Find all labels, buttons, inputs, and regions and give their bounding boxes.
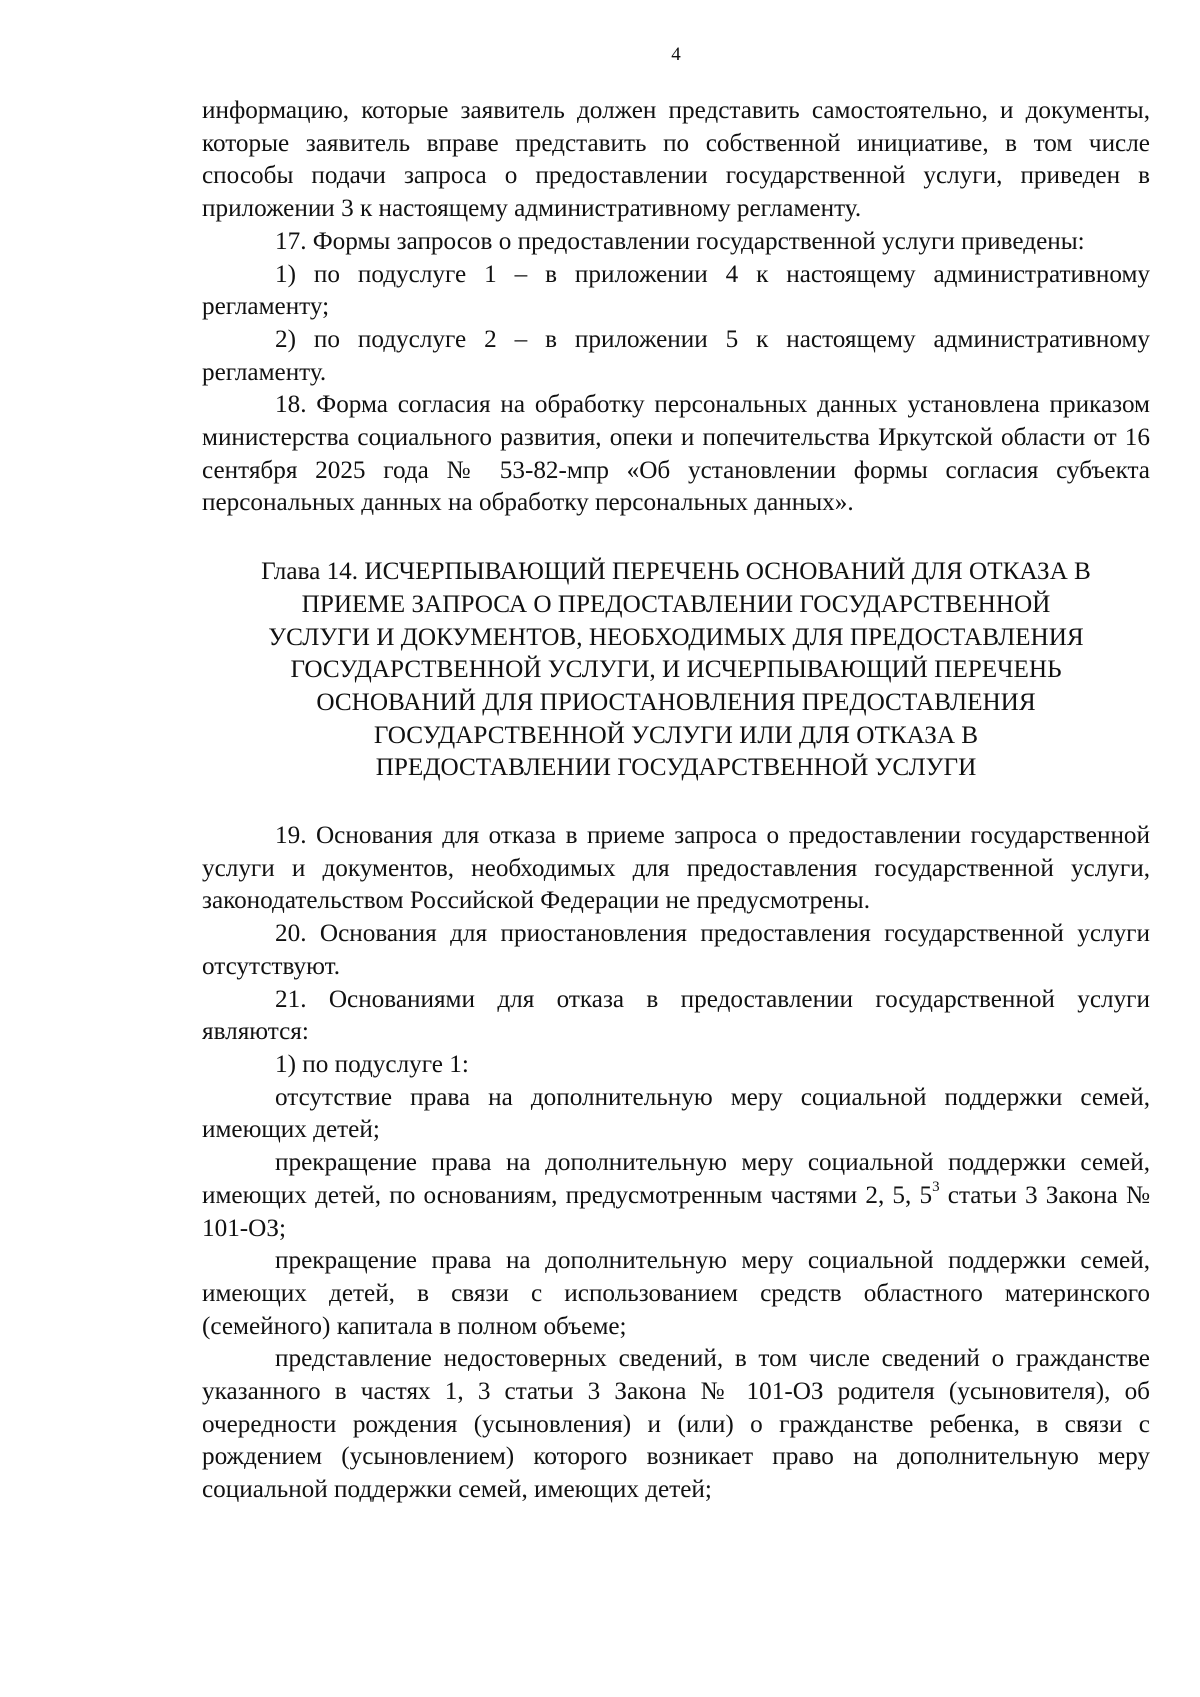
paragraph-20: 20. Основания для приостановления предоставления государственной услуги отсутствуют. bbox=[202, 920, 1150, 980]
paragraph-text: статьи 3 Закона № 101-ОЗ; bbox=[202, 1181, 1150, 1242]
paragraph-21-item-1-a: отсутствие права на дополнительную меру социальной поддержки семей, имеющих детей; bbox=[202, 1083, 1150, 1144]
chapter-heading-line: ПРЕДОСТАВЛЕНИИ ГОСУДАРСТВЕННОЙ УСЛУГИ bbox=[375, 754, 977, 782]
chapter-heading-line: ОСНОВАНИЙ ДЛЯ ПРИОСТАНОВЛЕНИЯ ПРЕДОСТАВЛЕНИЯ bbox=[316, 688, 1036, 716]
page-number: 4 bbox=[671, 44, 681, 65]
paragraph-16-continuation: информацию, которые заявитель должен представить самостоятельно, и документы, которые заявитель вправе представить по собственной инициативе, в том числе способы подачи запроса о предоставлении государственной услуги, приведен в приложении 3 к настоящему административному регламенту. bbox=[202, 97, 1150, 223]
chapter-heading-line: ПРИЕМЕ ЗАПРОСА О ПРЕДОСТАВЛЕНИИ ГОСУДАРСТВЕННОЙ bbox=[301, 590, 1051, 618]
document-body bbox=[202, 95, 1150, 1507]
superscript: 3 bbox=[932, 1179, 940, 1196]
paragraph-17-item-1: 1) по подуслуге 1 – в приложении 4 к настоящему административному регламенту; bbox=[202, 260, 1150, 321]
paragraph-text: прекращение права на дополнительную меру социальной поддержки семей, имеющих детей, по основаниям, предусмотренным частями 2, 5, 5 bbox=[202, 1149, 1150, 1209]
chapter-14-heading bbox=[202, 556, 1150, 785]
chapter-heading-line: ГОСУДАРСТВЕННОЙ УСЛУГИ ИЛИ ДЛЯ ОТКАЗА В bbox=[373, 721, 979, 749]
paragraph-21-item-1-b bbox=[202, 1147, 1150, 1245]
chapter-heading-line: Глава 14. ИСЧЕРПЫВАЮЩИЙ ПЕРЕЧЕНЬ ОСНОВАНИЙ ДЛЯ ОТКАЗА В bbox=[261, 558, 1091, 586]
paragraph-21-item-1-c: прекращение права на дополнительную меру социальной поддержки семей, имеющих детей, в связи с использованием средств областного материнского (семейного) капитала в полном объеме; bbox=[202, 1247, 1150, 1340]
paragraph-21-item-1: 1) по подуслуге 1: bbox=[275, 1050, 469, 1078]
paragraph-17-item-2: 2) по подуслуге 2 – в приложении 5 к настоящему административному регламенту. bbox=[202, 325, 1150, 386]
paragraph-17: 17. Формы запросов о предоставлении государственной услуги приведены: bbox=[275, 227, 1085, 255]
paragraph-19: 19. Основания для отказа в приеме запроса о предоставлении государственной услуги и документов, необходимых для предоставления государственной услуги, законодательством Российской Федерации не предусмотрены. bbox=[202, 822, 1150, 915]
chapter-heading-line: УСЛУГИ И ДОКУМЕНТОВ, НЕОБХОДИМЫХ ДЛЯ ПРЕДОСТАВЛЕНИЯ bbox=[268, 623, 1084, 651]
chapter-heading-line: ГОСУДАРСТВЕННОЙ УСЛУГИ, И ИСЧЕРПЫВАЮЩИЙ ПЕРЕЧЕНЬ bbox=[290, 656, 1062, 684]
paragraph-21-item-1-d: представление недостоверных сведений, в том числе сведений о гражданстве указанного в частях 1, 3 статьи 3 Закона № 101-ОЗ родителя (усыновителя), об очередности рождения (усыновления) и (или) о гражданстве ребенка, в связи с рождением (усыновлением) которого возникает право на дополнительную меру социальной поддержки семей, имеющих детей; bbox=[202, 1345, 1150, 1504]
document-page bbox=[202, 0, 1150, 1697]
paragraph-18: 18. Форма согласия на обработку персональных данных установлена приказом министерства социального развития, опеки и попечительства Иркутской области от 16 сентября 2025 года № 53-82-мпр «Об установлении формы согласия субъекта персональных данных на обработку персональных данных». bbox=[202, 391, 1150, 517]
paragraph-21: 21. Основаниями для отказа в предоставлении государственной услуги являются: bbox=[202, 985, 1150, 1046]
